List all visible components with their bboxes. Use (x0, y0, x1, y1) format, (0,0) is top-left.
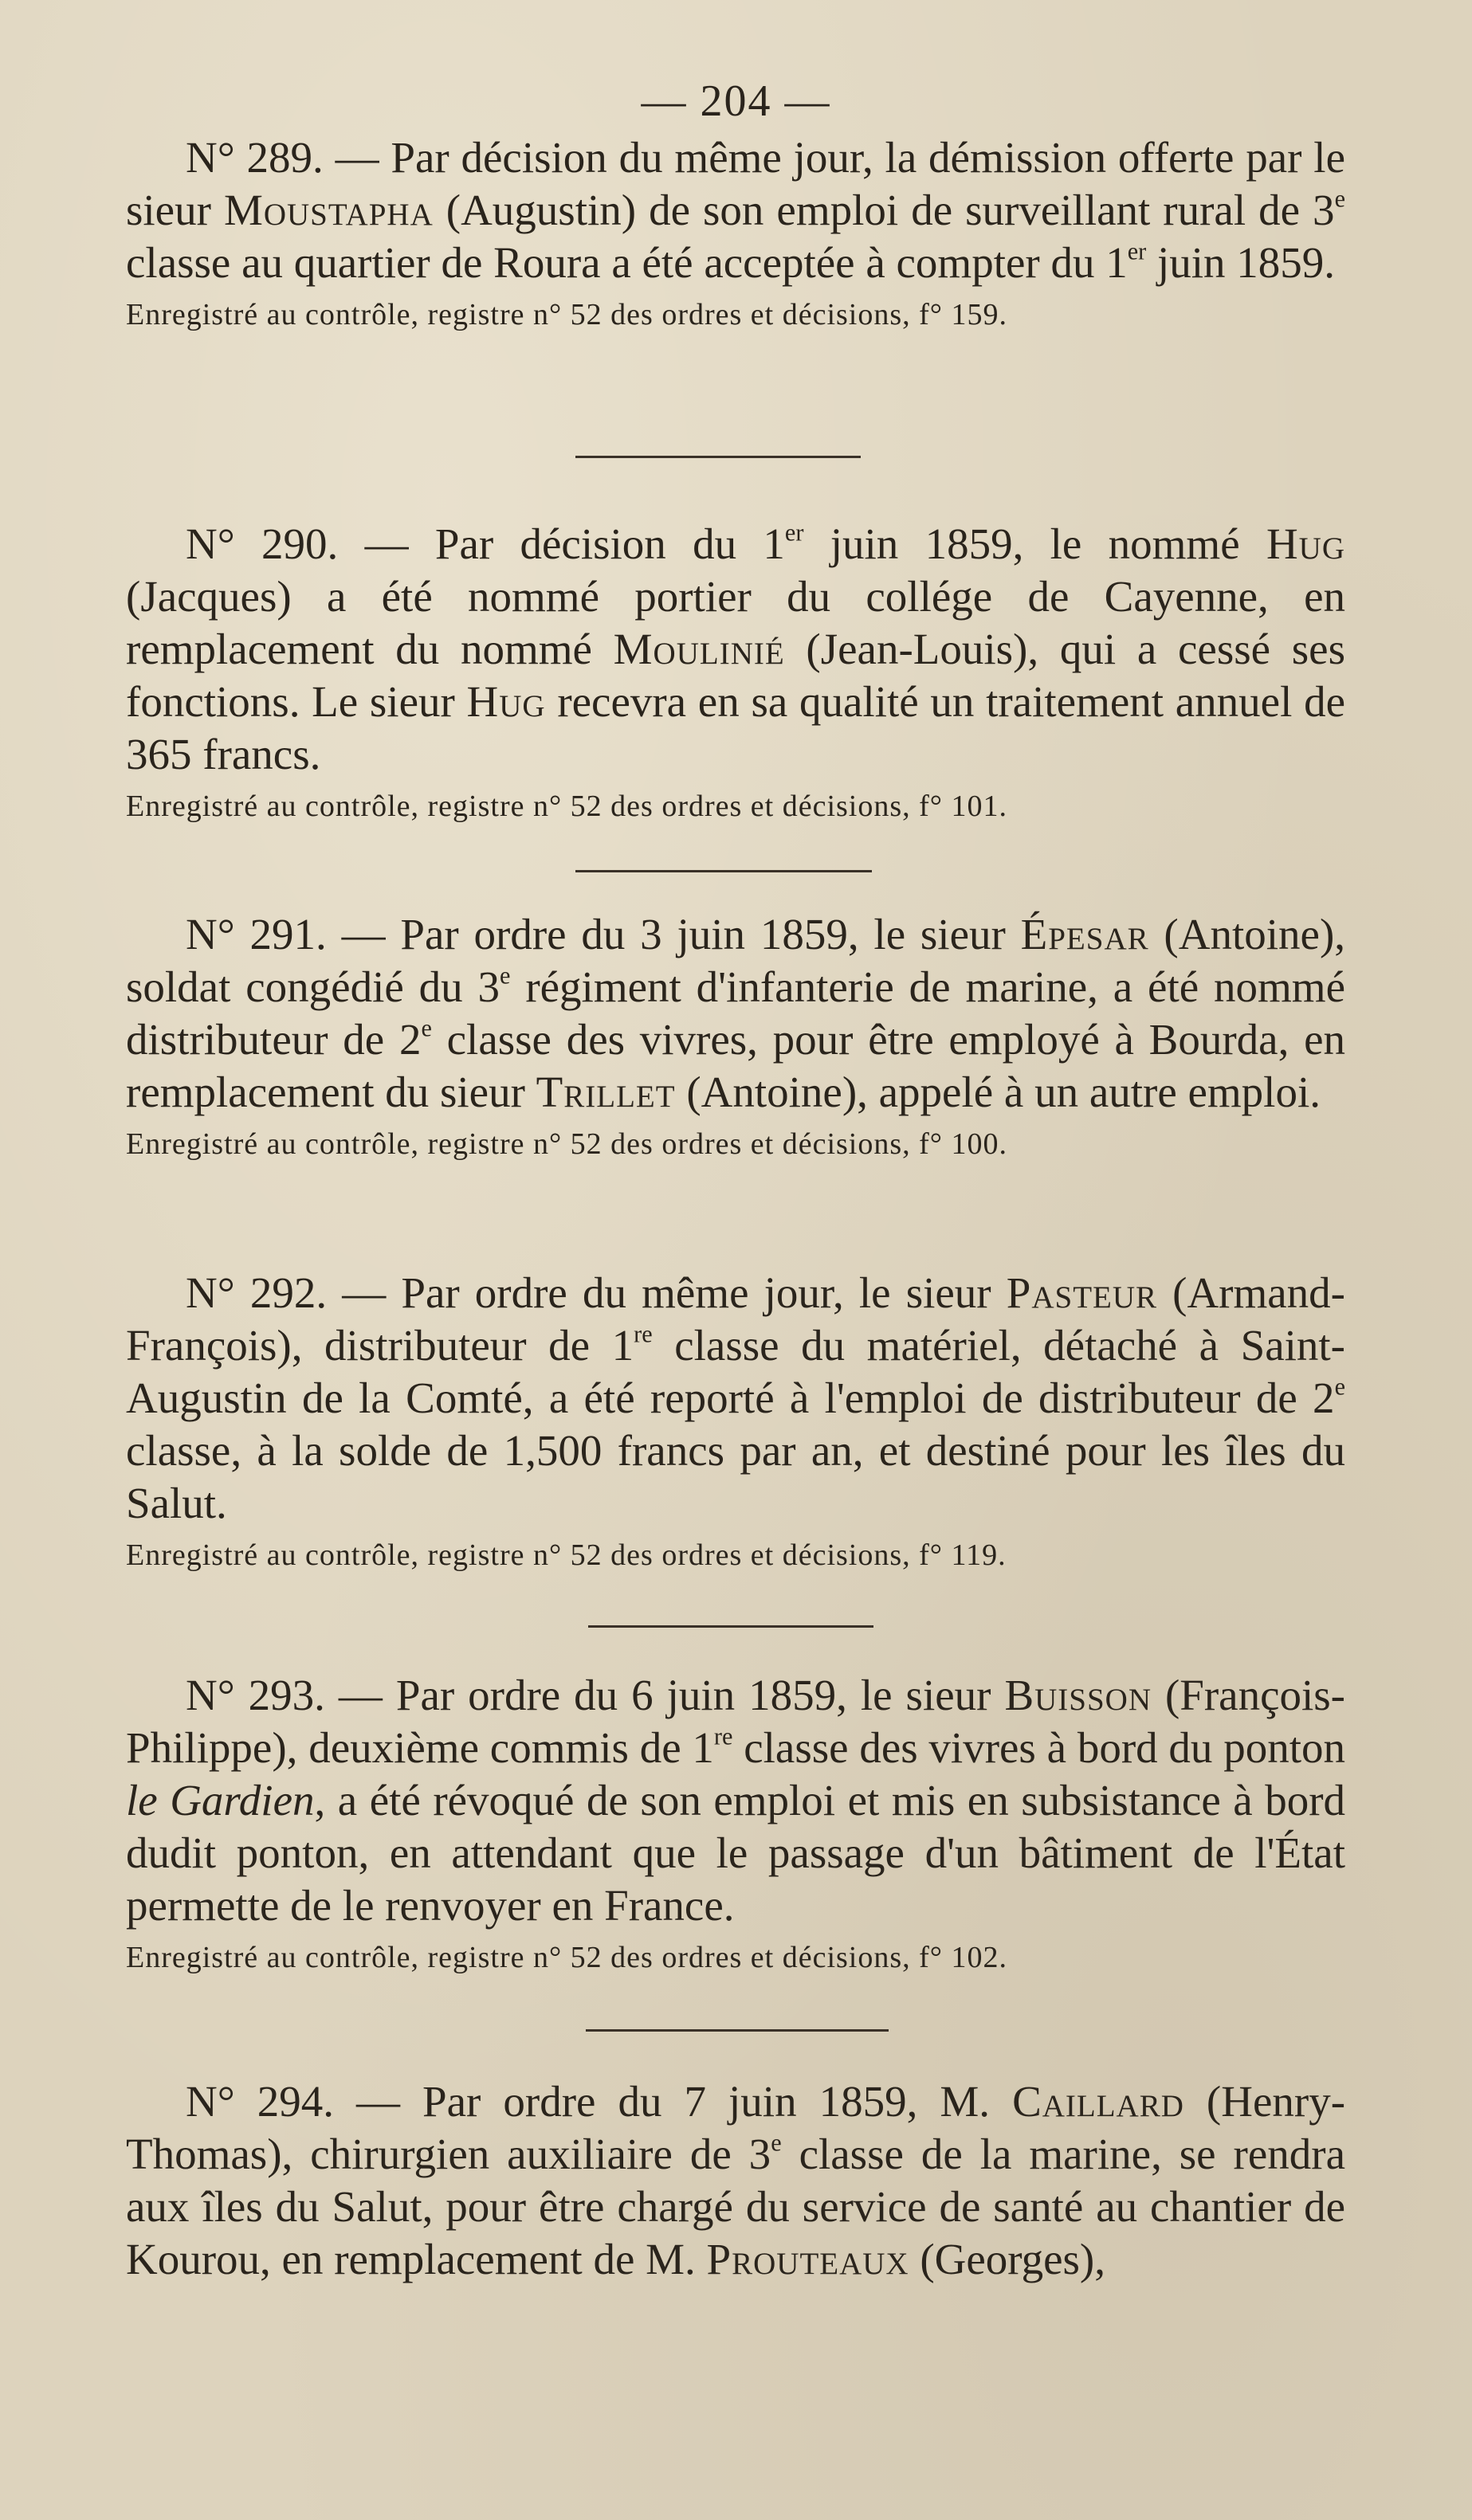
registration-note: Enregistré au contrôle, registre n° 52 des ordres et décisions, f° 102. (126, 1941, 1007, 1974)
entry-text: N° 289. — Par décision du même jour, la démission offerte par le sieur Moustapha (Augustin) de son emploi de surveillant rural de 3e classe au quartier de Roura a été acceptée à compter du 1er juin 1859. (126, 133, 1345, 287)
registration-note: Enregistré au contrôle, registre n° 52 des ordres et décisions, f° 159. (126, 298, 1007, 331)
ship-name: le Gardien (126, 1776, 315, 1824)
entry-number: N° 292. (186, 1268, 328, 1317)
person-name: Hug (466, 677, 546, 726)
person-name: Buisson (1004, 1671, 1152, 1719)
entry-text: N° 293. — Par ordre du 6 juin 1859, le sieur Buisson (François-Philippe), deuxième commis de 1re classe des vivres à bord du ponton le Gardien, a été révoqué de son emploi et mis en subsistance à bord dudit ponton, en attendant que le passage d'un bâtiment de l'État permette de le renvoyer en France. (126, 1671, 1346, 1930)
person-name: Hug (1266, 519, 1345, 568)
entry-number: N° 289. (186, 133, 324, 182)
entry-text: N° 294. — Par ordre du 7 juin 1859, M. Caillard (Henry-Thomas), chirurgien auxiliaire de 3e classe de la marine, se rendra aux îles du Salut, pour être chargé du service de santé au chantier de Kourou, en remplacement de M. Prouteaux (Georges), (126, 2077, 1346, 2283)
person-name: Pasteur (1006, 1268, 1158, 1317)
person-name: Caillard (1012, 2077, 1184, 2126)
entry-text: N° 290. — Par décision du 1er juin 1859, le nommé Hug (Jacques) a été nommé portier du collége de Cayenne, en remplacement du nommé Moulinié (Jean-Louis), qui a cessé ses fonctions. Le sieur Hug recevra en sa qualité un traitement annuel de 365 francs. (126, 519, 1345, 778)
entry-number: N° 293. (186, 1671, 325, 1719)
person-name: Prouteaux (706, 2235, 909, 2283)
entry-294 (126, 2075, 1345, 2286)
section-divider (588, 1625, 873, 1628)
registration-note: Enregistré au contrôle, registre n° 52 des ordres et décisions, f° 119. (126, 1538, 1007, 1572)
entry-289 (126, 131, 1345, 335)
entry-number: N° 294. (186, 2077, 334, 2126)
entry-292 (126, 1267, 1345, 1576)
person-name: Épesar (1020, 910, 1149, 958)
section-divider (586, 2029, 889, 2032)
person-name: Moulinié (613, 625, 785, 673)
registration-note: Enregistré au contrôle, registre n° 52 des ordres et décisions, f° 100. (126, 1127, 1007, 1161)
person-name: Trillet (536, 1068, 676, 1116)
entry-291 (126, 908, 1345, 1165)
entry-293 (126, 1669, 1345, 1978)
section-divider (575, 456, 861, 458)
section-divider (575, 870, 872, 872)
person-name: Moustapha (223, 186, 434, 234)
entry-text: N° 292. — Par ordre du même jour, le sieur Pasteur (Armand-François), distributeur de 1re classe du matériel, détaché à Saint-Augustin de la Comté, a été reporté à l'emploi de distributeur de 2e classe, à la solde de 1,500 francs par an, et destiné pour les îles du Salut. (126, 1268, 1346, 1527)
entry-number: N° 291. (186, 910, 327, 958)
entry-number: N° 290. (186, 519, 339, 568)
entry-text: N° 291. — Par ordre du 3 juin 1859, le sieur Épesar (Antoine), soldat congédié du 3e régiment d'infanterie de marine, a été nommé distributeur de 2e classe des vivres, pour être employé à Bourda, en remplacement du sieur Trillet (Antoine), appelé à un autre emploi. (126, 910, 1346, 1116)
registration-note: Enregistré au contrôle, registre n° 52 des ordres et décisions, f° 101. (126, 790, 1007, 823)
entry-290 (126, 518, 1345, 827)
page-number: — 204 — (641, 76, 831, 126)
